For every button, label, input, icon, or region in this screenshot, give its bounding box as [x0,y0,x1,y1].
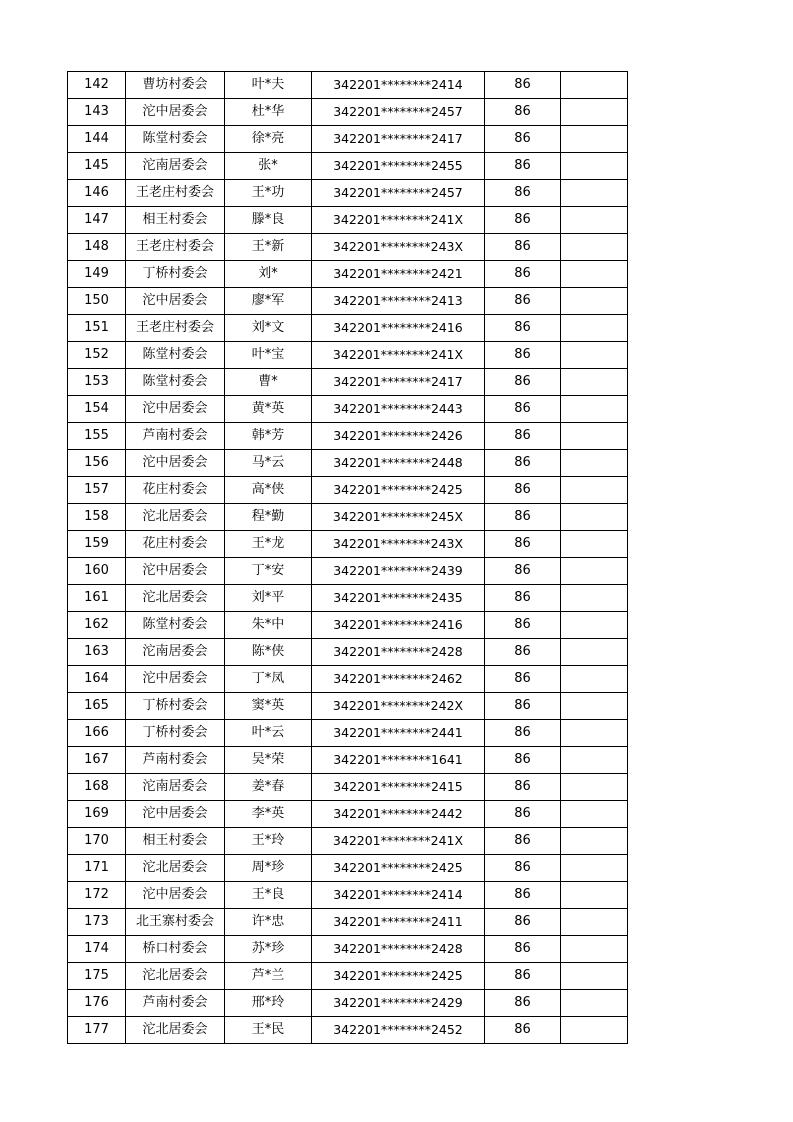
remark-cell [561,963,628,990]
remark-cell [561,747,628,774]
score-cell: 86 [485,315,561,342]
row-number-cell: 173 [68,909,126,936]
table-row [68,693,628,720]
table-row [68,936,628,963]
row-number-cell: 142 [68,72,126,99]
unit-cell: 丁桥村委会 [126,261,225,288]
name-cell: 徐*亮 [225,126,312,153]
roster-table [67,71,628,1044]
name-cell: 曹* [225,369,312,396]
unit-cell: 丁桥村委会 [126,720,225,747]
table-row [68,855,628,882]
id-number-cell: 342201********2429 [312,990,485,1017]
id-number-cell: 342201********2428 [312,936,485,963]
remark-cell [561,504,628,531]
name-cell: 廖*军 [225,288,312,315]
table-row [68,882,628,909]
unit-cell: 沱南居委会 [126,639,225,666]
unit-cell: 沱中居委会 [126,558,225,585]
score-cell: 86 [485,855,561,882]
row-number-cell: 170 [68,828,126,855]
row-number-cell: 153 [68,369,126,396]
id-number-cell: 342201********2414 [312,882,485,909]
unit-cell: 沱中居委会 [126,882,225,909]
unit-cell: 陈堂村委会 [126,342,225,369]
remark-cell [561,126,628,153]
row-number-cell: 145 [68,153,126,180]
row-number-cell: 157 [68,477,126,504]
table-row [68,747,628,774]
score-cell: 86 [485,126,561,153]
unit-cell: 沱南居委会 [126,774,225,801]
row-number-cell: 155 [68,423,126,450]
remark-cell [561,828,628,855]
id-number-cell: 342201********2442 [312,801,485,828]
table-row [68,801,628,828]
remark-cell [561,315,628,342]
id-number-cell: 342201********2416 [312,315,485,342]
table-row [68,423,628,450]
table-row [68,99,628,126]
table-row [68,261,628,288]
score-cell: 86 [485,531,561,558]
score-cell: 86 [485,612,561,639]
name-cell: 窦*英 [225,693,312,720]
score-cell: 86 [485,990,561,1017]
row-number-cell: 154 [68,396,126,423]
name-cell: 邢*玲 [225,990,312,1017]
row-number-cell: 152 [68,342,126,369]
name-cell: 朱*中 [225,612,312,639]
score-cell: 86 [485,639,561,666]
id-number-cell: 342201********2439 [312,558,485,585]
unit-cell: 丁桥村委会 [126,693,225,720]
name-cell: 马*云 [225,450,312,477]
unit-cell: 沱北居委会 [126,1017,225,1044]
remark-cell [561,153,628,180]
score-cell: 86 [485,153,561,180]
remark-cell [561,882,628,909]
name-cell: 姜*春 [225,774,312,801]
score-cell: 86 [485,288,561,315]
row-number-cell: 160 [68,558,126,585]
table-row [68,774,628,801]
unit-cell: 花庄村委会 [126,531,225,558]
unit-cell: 芦南村委会 [126,747,225,774]
name-cell: 王*新 [225,234,312,261]
name-cell: 陈*侠 [225,639,312,666]
id-number-cell: 342201********2414 [312,72,485,99]
row-number-cell: 175 [68,963,126,990]
unit-cell: 沱中居委会 [126,396,225,423]
score-cell: 86 [485,936,561,963]
row-number-cell: 164 [68,666,126,693]
name-cell: 程*勤 [225,504,312,531]
name-cell: 许*忠 [225,909,312,936]
name-cell: 王*龙 [225,531,312,558]
score-cell: 86 [485,585,561,612]
table-row [68,153,628,180]
name-cell: 王*民 [225,1017,312,1044]
table-row [68,180,628,207]
name-cell: 丁*安 [225,558,312,585]
score-cell: 86 [485,504,561,531]
row-number-cell: 161 [68,585,126,612]
unit-cell: 沱中居委会 [126,666,225,693]
remark-cell [561,855,628,882]
id-number-cell: 342201********241X [312,207,485,234]
id-number-cell: 342201********2428 [312,639,485,666]
row-number-cell: 143 [68,99,126,126]
unit-cell: 沱北居委会 [126,504,225,531]
remark-cell [561,936,628,963]
table-row [68,585,628,612]
id-number-cell: 342201********243X [312,531,485,558]
unit-cell: 沱中居委会 [126,99,225,126]
row-number-cell: 166 [68,720,126,747]
name-cell: 李*英 [225,801,312,828]
row-number-cell: 177 [68,1017,126,1044]
remark-cell [561,639,628,666]
id-number-cell: 342201********2448 [312,450,485,477]
remark-cell [561,693,628,720]
table-row [68,450,628,477]
unit-cell: 陈堂村委会 [126,126,225,153]
remark-cell [561,1017,628,1044]
id-number-cell: 342201********2425 [312,477,485,504]
name-cell: 周*珍 [225,855,312,882]
row-number-cell: 148 [68,234,126,261]
remark-cell [561,450,628,477]
remark-cell [561,531,628,558]
row-number-cell: 169 [68,801,126,828]
id-number-cell: 342201********2455 [312,153,485,180]
table-row [68,558,628,585]
row-number-cell: 144 [68,126,126,153]
id-number-cell: 342201********2425 [312,855,485,882]
table-row [68,639,628,666]
unit-cell: 沱北居委会 [126,855,225,882]
id-number-cell: 342201********2452 [312,1017,485,1044]
table-row [68,504,628,531]
score-cell: 86 [485,801,561,828]
id-number-cell: 342201********2457 [312,180,485,207]
row-number-cell: 156 [68,450,126,477]
name-cell: 王*玲 [225,828,312,855]
score-cell: 86 [485,99,561,126]
id-number-cell: 342201********241X [312,828,485,855]
row-number-cell: 159 [68,531,126,558]
row-number-cell: 151 [68,315,126,342]
table-row [68,612,628,639]
table-row [68,342,628,369]
table-row [68,315,628,342]
table-row [68,963,628,990]
id-number-cell: 342201********241X [312,342,485,369]
score-cell: 86 [485,747,561,774]
remark-cell [561,261,628,288]
roster-body [68,72,628,1044]
table-row [68,828,628,855]
score-cell: 86 [485,369,561,396]
id-number-cell: 342201********2426 [312,423,485,450]
unit-cell: 王老庄村委会 [126,315,225,342]
remark-cell [561,396,628,423]
score-cell: 86 [485,72,561,99]
name-cell: 杜*华 [225,99,312,126]
id-number-cell: 342201********2421 [312,261,485,288]
score-cell: 86 [485,666,561,693]
remark-cell [561,774,628,801]
score-cell: 86 [485,558,561,585]
unit-cell: 陈堂村委会 [126,612,225,639]
table-row [68,909,628,936]
name-cell: 刘*文 [225,315,312,342]
row-number-cell: 146 [68,180,126,207]
id-number-cell: 342201********1641 [312,747,485,774]
name-cell: 吴*荣 [225,747,312,774]
remark-cell [561,990,628,1017]
name-cell: 芦*兰 [225,963,312,990]
remark-cell [561,234,628,261]
remark-cell [561,99,628,126]
remark-cell [561,207,628,234]
id-number-cell: 342201********2415 [312,774,485,801]
name-cell: 叶*云 [225,720,312,747]
unit-cell: 沱中居委会 [126,288,225,315]
name-cell: 叶*夫 [225,72,312,99]
score-cell: 86 [485,261,561,288]
table-row [68,126,628,153]
remark-cell [561,477,628,504]
score-cell: 86 [485,207,561,234]
id-number-cell: 342201********2435 [312,585,485,612]
score-cell: 86 [485,720,561,747]
table-row [68,990,628,1017]
name-cell: 黄*英 [225,396,312,423]
id-number-cell: 342201********245X [312,504,485,531]
unit-cell: 沱中居委会 [126,450,225,477]
row-number-cell: 167 [68,747,126,774]
row-number-cell: 149 [68,261,126,288]
id-number-cell: 342201********2417 [312,126,485,153]
name-cell: 刘*平 [225,585,312,612]
score-cell: 86 [485,1017,561,1044]
unit-cell: 王老庄村委会 [126,234,225,261]
unit-cell: 沱北居委会 [126,585,225,612]
score-cell: 86 [485,234,561,261]
table-row [68,720,628,747]
id-number-cell: 342201********2411 [312,909,485,936]
row-number-cell: 176 [68,990,126,1017]
name-cell: 叶*宝 [225,342,312,369]
remark-cell [561,909,628,936]
row-number-cell: 174 [68,936,126,963]
score-cell: 86 [485,693,561,720]
unit-cell: 沱南居委会 [126,153,225,180]
remark-cell [561,720,628,747]
unit-cell: 芦南村委会 [126,990,225,1017]
name-cell: 王*功 [225,180,312,207]
remark-cell [561,180,628,207]
id-number-cell: 342201********2462 [312,666,485,693]
name-cell: 刘* [225,261,312,288]
id-number-cell: 342201********2416 [312,612,485,639]
remark-cell [561,585,628,612]
name-cell: 张* [225,153,312,180]
id-number-cell: 342201********2441 [312,720,485,747]
name-cell: 韩*芳 [225,423,312,450]
row-number-cell: 172 [68,882,126,909]
row-number-cell: 147 [68,207,126,234]
remark-cell [561,369,628,396]
id-number-cell: 342201********2425 [312,963,485,990]
unit-cell: 相王村委会 [126,207,225,234]
table-row [68,369,628,396]
unit-cell: 相王村委会 [126,828,225,855]
row-number-cell: 150 [68,288,126,315]
id-number-cell: 342201********242X [312,693,485,720]
id-number-cell: 342201********2457 [312,99,485,126]
id-number-cell: 342201********2413 [312,288,485,315]
table-row [68,531,628,558]
remark-cell [561,423,628,450]
unit-cell: 沱中居委会 [126,801,225,828]
table-row [68,666,628,693]
remark-cell [561,666,628,693]
table-row [68,207,628,234]
id-number-cell: 342201********243X [312,234,485,261]
remark-cell [561,612,628,639]
unit-cell: 芦南村委会 [126,423,225,450]
score-cell: 86 [485,423,561,450]
name-cell: 苏*珍 [225,936,312,963]
row-number-cell: 158 [68,504,126,531]
score-cell: 86 [485,774,561,801]
score-cell: 86 [485,342,561,369]
remark-cell [561,72,628,99]
id-number-cell: 342201********2417 [312,369,485,396]
table-row [68,396,628,423]
table-row [68,72,628,99]
score-cell: 86 [485,396,561,423]
score-cell: 86 [485,909,561,936]
row-number-cell: 162 [68,612,126,639]
unit-cell: 桥口村委会 [126,936,225,963]
unit-cell: 花庄村委会 [126,477,225,504]
row-number-cell: 163 [68,639,126,666]
remark-cell [561,288,628,315]
unit-cell: 曹坊村委会 [126,72,225,99]
score-cell: 86 [485,477,561,504]
remark-cell [561,558,628,585]
score-cell: 86 [485,963,561,990]
name-cell: 高*侠 [225,477,312,504]
unit-cell: 沱北居委会 [126,963,225,990]
id-number-cell: 342201********2443 [312,396,485,423]
score-cell: 86 [485,882,561,909]
table-row [68,477,628,504]
row-number-cell: 165 [68,693,126,720]
score-cell: 86 [485,450,561,477]
name-cell: 滕*良 [225,207,312,234]
name-cell: 王*良 [225,882,312,909]
remark-cell [561,801,628,828]
score-cell: 86 [485,180,561,207]
unit-cell: 陈堂村委会 [126,369,225,396]
unit-cell: 王老庄村委会 [126,180,225,207]
table-row [68,288,628,315]
remark-cell [561,342,628,369]
name-cell: 丁*凤 [225,666,312,693]
score-cell: 86 [485,828,561,855]
row-number-cell: 168 [68,774,126,801]
row-number-cell: 171 [68,855,126,882]
table-row [68,1017,628,1044]
unit-cell: 北王寨村委会 [126,909,225,936]
table-row [68,234,628,261]
